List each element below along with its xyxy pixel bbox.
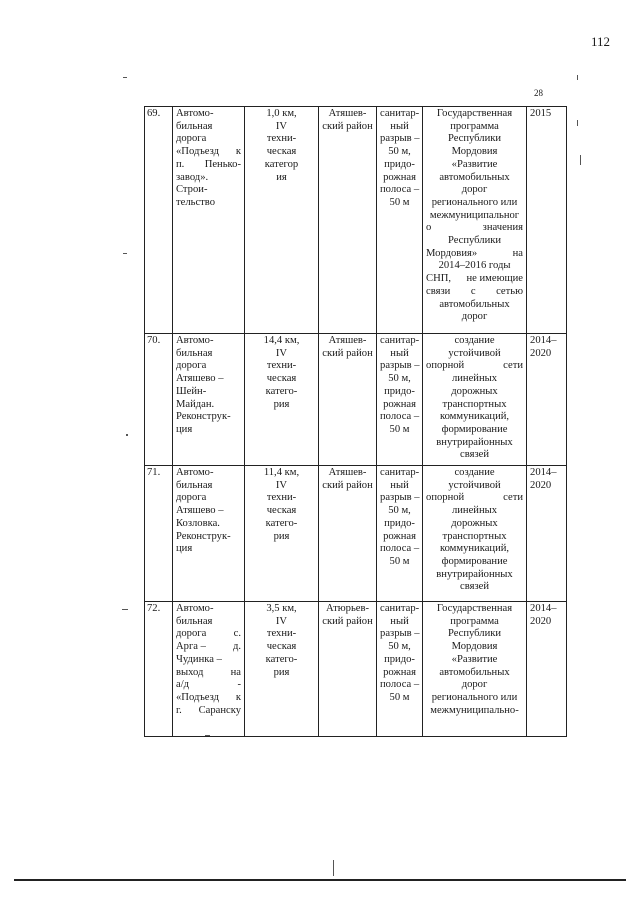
cell-line: разрыв – (380, 133, 420, 145)
page-bottom-rule (14, 879, 626, 881)
cell-word: СНП, (426, 273, 452, 285)
scan-mark (577, 75, 578, 80)
scan-mark (577, 120, 578, 126)
cell-line: рия (273, 530, 290, 542)
cell-line: дорога (176, 360, 207, 372)
cell-line: рожная (383, 171, 416, 183)
cell-word: Арга – (176, 641, 206, 653)
cell-word: Саранску (198, 704, 241, 716)
cell-line: бильная (176, 120, 213, 132)
cell-line: придо- (384, 517, 415, 529)
cell-line: Майдан. (176, 398, 215, 410)
cell-line: дорога (176, 492, 207, 504)
protection-zone (377, 334, 423, 466)
sub-page-number: 28 (534, 88, 543, 98)
protection-zone (377, 602, 423, 737)
cell-line: коммуникаций, (439, 543, 510, 555)
cell-line: внутрирайонных (436, 436, 513, 448)
cell-word: опорной (426, 360, 465, 372)
cell-line: дорог (461, 679, 488, 691)
cell-line: Атюрьев- (326, 603, 370, 614)
cell-line: устойчивой (448, 347, 501, 359)
cell-line: 11,4 км, (263, 467, 300, 478)
row-number: 71. (145, 466, 173, 602)
cell-line: 2014– (530, 603, 557, 614)
cell-line: 50 м, (388, 373, 411, 385)
road-length-category (245, 602, 319, 737)
cell-line: 50 м, (388, 641, 411, 653)
cell-line (176, 705, 241, 718)
cell-line: коммуникаций, (439, 411, 510, 423)
cell-line: 50 м (389, 555, 410, 567)
cell-line: межмуниципально- (430, 704, 519, 716)
cell-word: к (235, 691, 241, 703)
cell-line: Атяшев- (328, 108, 367, 119)
road-length-category (245, 107, 319, 334)
cell-word: п. (176, 158, 185, 170)
cell-line: Государственная (436, 108, 513, 119)
cell-line: техни- (266, 628, 297, 640)
cell-line: Козловка. (176, 517, 220, 529)
cell-line: катего- (265, 385, 298, 397)
cell-line: межмуниципальног (429, 209, 520, 221)
cell-line (176, 146, 241, 159)
cell-line: разрыв – (380, 492, 420, 504)
cell-line: катего- (265, 517, 298, 529)
cell-line: катего- (265, 653, 298, 665)
cell-line: линейных (451, 373, 498, 385)
cell-line: Атяшев- (328, 335, 367, 346)
cell-line: «Развитие (451, 653, 498, 665)
road-length-category (245, 334, 319, 466)
cell-line: Автомо- (176, 467, 214, 478)
cell-line: бильная (176, 479, 213, 491)
cell-line (176, 628, 241, 641)
cell-line (426, 222, 523, 235)
cell-line: разрыв – (380, 360, 420, 372)
cell-line: связей (460, 581, 490, 593)
cell-line: рия (273, 666, 290, 678)
cell-line: Автомо- (176, 108, 214, 119)
scan-mark (333, 860, 334, 876)
cell-line (176, 679, 241, 692)
cell-line: 2014– (530, 467, 557, 478)
district (319, 107, 377, 334)
cell-word: а/д (176, 679, 190, 691)
row-number: 72. (145, 602, 173, 737)
cell-line: Автомо- (176, 335, 214, 346)
cell-line: ский район (322, 615, 373, 627)
cell-line: ский район (322, 120, 373, 132)
cell-line: техни- (266, 133, 297, 145)
cell-line: придо- (384, 158, 415, 170)
district (319, 466, 377, 602)
table-row (145, 334, 567, 466)
cell-line: связей (460, 449, 490, 461)
cell-line: внутрирайонных (436, 568, 513, 580)
cell-word: Пенько- (204, 158, 241, 170)
protection-zone (377, 466, 423, 602)
cell-line: 50 м (389, 196, 410, 208)
cell-line: 2020 (530, 347, 552, 359)
cell-line: ный (390, 615, 409, 627)
cell-word: опорной (426, 492, 465, 504)
row-number: 69. (145, 107, 173, 334)
cell-word: г. (176, 704, 182, 716)
cell-word: сети (503, 360, 524, 372)
cell-word: о (426, 222, 432, 234)
cell-line (176, 641, 241, 654)
cell-line: санитар- (380, 603, 420, 614)
table-row (145, 466, 567, 602)
cell-line: линейных (451, 505, 498, 517)
cell-line: 14,4 км, (263, 335, 300, 346)
cell-line: рожная (383, 398, 416, 410)
cell-line (426, 492, 523, 505)
cell-line: ческая (266, 373, 297, 385)
cell-line: дорог (461, 311, 488, 323)
cell-line: Республики (447, 235, 502, 247)
cell-line (426, 360, 523, 373)
protection-zone (377, 107, 423, 334)
row-number: 70. (145, 334, 173, 466)
cell-line: ческая (266, 146, 297, 158)
cell-line: тельство (176, 196, 216, 208)
cell-line: санитар- (380, 335, 420, 346)
cell-line: программа (450, 615, 499, 627)
cell-line: Республики (447, 133, 502, 145)
cell-line: Реконструк- (176, 530, 231, 542)
cell-line: техни- (266, 360, 297, 372)
cell-line: 50 м (389, 423, 410, 435)
cell-line: 2015 (530, 108, 552, 119)
cell-line: придо- (384, 385, 415, 397)
cell-line (426, 273, 523, 286)
cell-line: ный (390, 120, 409, 132)
cell-line: IV (275, 120, 288, 132)
cell-line: Государственная (436, 603, 513, 614)
cell-line: формирование (441, 423, 508, 435)
program-goal (423, 334, 527, 466)
cell-line: дорог (461, 184, 488, 196)
implementation-period (527, 334, 567, 466)
cell-line: Мордовия (451, 641, 498, 653)
cell-line: 2020 (530, 615, 552, 627)
scan-mark (580, 155, 581, 165)
cell-line: 2020 (530, 479, 552, 491)
cell-line: IV (275, 479, 288, 491)
table-row (145, 602, 567, 737)
cell-line: категор (264, 158, 299, 170)
cell-line: 1,0 км, (266, 108, 297, 119)
cell-line: рия (273, 398, 290, 410)
scan-mark (122, 609, 128, 610)
scan-mark (123, 253, 127, 254)
cell-line: программа (450, 120, 499, 132)
cell-line: ческая (266, 641, 297, 653)
cell-word: на (230, 666, 241, 678)
cell-line: ция (176, 423, 193, 435)
cell-line: полоса – (380, 184, 420, 196)
cell-line: ский район (322, 347, 373, 359)
cell-line: 3,5 км, (266, 603, 297, 614)
cell-word: Мордовия» (426, 247, 478, 259)
cell-line: создание (454, 467, 495, 478)
cell-line: IV (275, 347, 288, 359)
cell-line: транспортных (442, 530, 507, 542)
cell-line: устойчивой (448, 479, 501, 491)
cell-word: с (470, 285, 476, 297)
cell-line: автомобильных (439, 298, 510, 310)
cell-word: к (235, 146, 241, 158)
cell-line (426, 286, 523, 299)
cell-line: придо- (384, 653, 415, 665)
cell-line: дорожных (451, 517, 498, 529)
table-row (145, 107, 567, 334)
program-goal (423, 107, 527, 334)
cell-word: с. (233, 628, 241, 640)
cell-line: дорожных (451, 385, 498, 397)
cell-line: ия (276, 171, 287, 183)
cell-line: Шейн- (176, 385, 207, 397)
cell-line: санитар- (380, 467, 420, 478)
scan-mark (126, 434, 128, 436)
cell-word: на (512, 247, 524, 259)
cell-line: ный (390, 479, 409, 491)
cell-line: полоса – (380, 543, 420, 555)
cell-word: дорога (176, 628, 207, 640)
implementation-period (527, 107, 567, 334)
cell-word: связи (426, 285, 451, 297)
cell-line: ский район (322, 479, 373, 491)
road-name (173, 602, 245, 737)
cell-line: Строи- (176, 184, 208, 196)
road-name (173, 107, 245, 334)
cell-line: рожная (383, 530, 416, 542)
cell-word: значения (482, 222, 524, 234)
cell-line (176, 159, 241, 172)
cell-line: полоса – (380, 411, 420, 423)
cell-line: Чудинка – (176, 653, 222, 665)
cell-line: завод». (176, 171, 209, 183)
district (319, 334, 377, 466)
cell-line: транспортных (442, 398, 507, 410)
cell-line: Атяшев- (328, 467, 367, 478)
cell-line: ный (390, 347, 409, 359)
cell-word: «Подъезд (176, 691, 220, 703)
program-goal (423, 602, 527, 737)
cell-word: не имеющие (466, 273, 524, 285)
cell-line: разрыв – (380, 628, 420, 640)
cell-line: ция (176, 543, 193, 555)
cell-line: 50 м, (388, 505, 411, 517)
cell-line: 50 м, (388, 146, 411, 158)
cell-line: IV (275, 615, 288, 627)
cell-line: автомобильных (439, 666, 510, 678)
cell-word: сетью (496, 285, 523, 297)
cell-line: Мордовия (451, 146, 498, 158)
cell-line (426, 248, 523, 261)
district (319, 602, 377, 737)
cell-line: регионального или (431, 196, 518, 208)
cell-line: 2014– (530, 335, 557, 346)
cell-line: санитар- (380, 108, 420, 119)
road-table (144, 106, 567, 737)
cell-line (176, 667, 241, 680)
cell-line: регионального или (431, 691, 518, 703)
cell-line: формирование (441, 555, 508, 567)
cell-line: Автомо- (176, 603, 214, 614)
cell-line: Атяшево – (176, 505, 224, 517)
cell-line (176, 692, 241, 705)
cell-line: бильная (176, 347, 213, 359)
cell-line: Реконструк- (176, 411, 231, 423)
scan-mark (205, 735, 210, 736)
cell-word: сети (503, 492, 524, 504)
road-name (173, 334, 245, 466)
cell-line: дорога (176, 133, 207, 145)
cell-line: Республики (447, 628, 502, 640)
cell-line: Атяшево – (176, 373, 224, 385)
cell-line: автомобильных (439, 171, 510, 183)
implementation-period (527, 602, 567, 737)
page-number: 112 (590, 34, 610, 49)
cell-word: д. (232, 641, 241, 653)
cell-line: полоса – (380, 679, 420, 691)
cell-line: ческая (266, 505, 297, 517)
cell-line: 2014–2016 годы (438, 260, 511, 272)
cell-line: «Развитие (451, 158, 498, 170)
scan-mark (123, 77, 127, 78)
program-goal (423, 466, 527, 602)
cell-word: - (237, 679, 241, 691)
cell-line: техни- (266, 492, 297, 504)
cell-word: выход (176, 666, 204, 678)
cell-word: «Подъезд (176, 146, 220, 158)
road-length-category (245, 466, 319, 602)
cell-line: создание (454, 335, 495, 346)
road-name (173, 466, 245, 602)
cell-line: рожная (383, 666, 416, 678)
cell-line: 50 м (389, 691, 410, 703)
cell-line: бильная (176, 615, 213, 627)
implementation-period (527, 466, 567, 602)
